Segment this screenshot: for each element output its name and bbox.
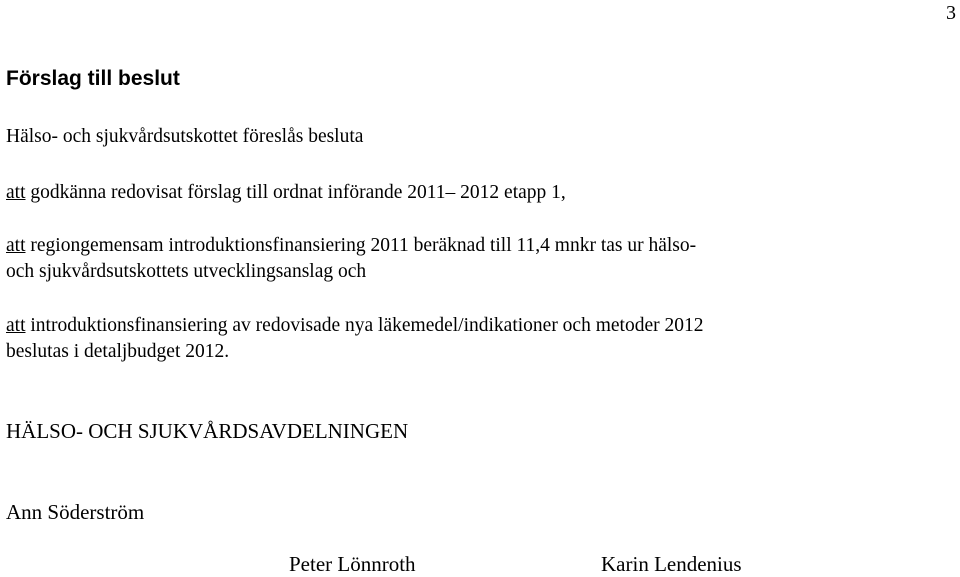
proposal-text-continued: och sjukvårdsutskottets utvecklingsanslag och — [6, 261, 367, 282]
proposal-text: godkänna redovisat förslag till ordnat införande 2011– 2012 etapp 1, — [25, 182, 566, 203]
department-name: HÄLSO- OCH SJUKVÅRDSAVDELNINGEN — [6, 419, 409, 443]
signature-name: Karin Lendenius — [601, 552, 742, 576]
page-number: 3 — [946, 2, 956, 24]
proposal-text-continued: beslutas i detaljbudget 2012. — [6, 341, 230, 362]
att-marker: att — [6, 235, 26, 256]
intro-text: Hälso- och sjukvårdsutskottet föreslås besluta — [6, 126, 364, 147]
proposal-item — [6, 233, 696, 285]
proposal-text: introduktionsfinansiering av redovisade nya läkemedel/indikationer och metoder 2012 — [25, 315, 704, 336]
signature-name: Ann Söderström — [6, 500, 145, 524]
att-marker: att — [6, 315, 26, 336]
proposal-item — [6, 313, 703, 365]
proposal-item — [6, 180, 566, 206]
section-heading: Förslag till beslut — [6, 67, 180, 90]
proposal-text: regiongemensam introduktionsfinansiering 2011 beräknad till 11,4 mnkr tas ur hälso- — [25, 235, 697, 256]
signature-name: Peter Lönnroth — [289, 552, 416, 576]
att-marker: att — [6, 182, 26, 203]
